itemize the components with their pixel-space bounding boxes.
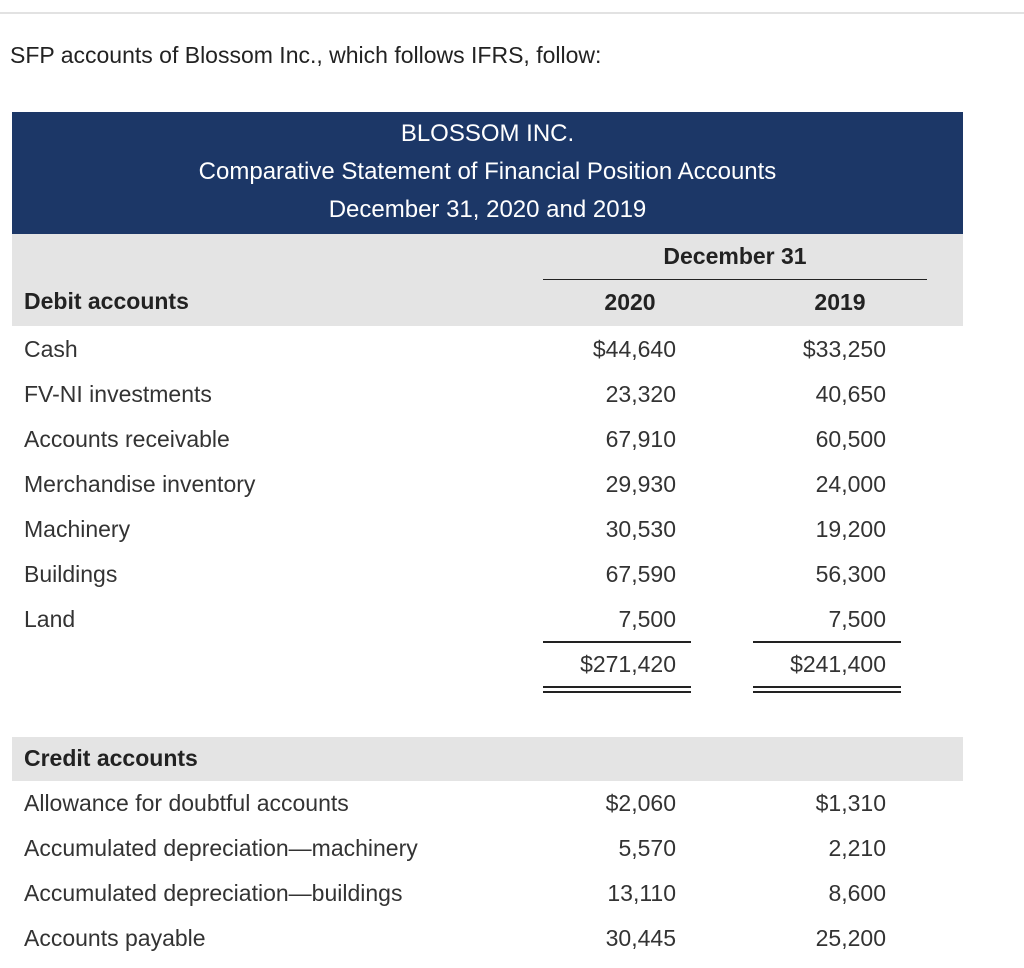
row-label: Accounts receivable (24, 426, 230, 452)
subtotal-rule-2019 (753, 641, 901, 643)
value-2019: 60,500 (815, 426, 886, 452)
total-double-rule-2020-a (543, 686, 691, 688)
value-2020: 67,910 (605, 426, 676, 452)
value-2020: 7,500 (618, 606, 676, 632)
total-double-rule-2019-a (753, 686, 901, 688)
value-2020: 23,320 (605, 381, 676, 407)
value-2020: 30,530 (605, 516, 676, 542)
top-divider (0, 12, 1024, 14)
row-label: Accounts payable (24, 925, 206, 951)
total-double-rule-2019-b (753, 691, 901, 693)
statement-period: December 31, 2020 and 2019 (328, 196, 647, 223)
value-2020: 29,930 (605, 471, 676, 497)
total-2019: $241,400 (790, 651, 886, 677)
company-name: BLOSSOM INC. (400, 120, 575, 147)
column-group-label: December 31 (663, 243, 807, 269)
value-2019: 8,600 (828, 880, 886, 906)
year-2019-header: 2019 (814, 289, 866, 315)
subtotal-rule-2020 (543, 641, 691, 643)
value-2020: $44,640 (592, 336, 676, 362)
row-label: Accumulated depreciation—machinery (24, 835, 418, 861)
intro-text: SFP accounts of Blossom Inc., which follows IFRS, follow: (10, 42, 602, 68)
value-2019: 7,500 (828, 606, 886, 632)
value-2019: 24,000 (815, 471, 886, 497)
statement-header (12, 112, 963, 234)
value-2019: 2,210 (828, 835, 886, 861)
year-2020-header: 2020 (604, 289, 656, 315)
statement-title: Comparative Statement of Financial Position Accounts (198, 158, 777, 185)
column-group-rule (543, 279, 927, 280)
value-2019: $1,310 (815, 790, 886, 816)
value-2019: 56,300 (815, 561, 886, 587)
value-2020: 30,445 (605, 925, 676, 951)
value-2019: $33,250 (802, 336, 886, 362)
value-2019: 40,650 (815, 381, 886, 407)
row-label: Accumulated depreciation—buildings (24, 880, 403, 906)
row-label: Land (24, 606, 76, 632)
value-2020: $2,060 (605, 790, 676, 816)
value-2020: 67,590 (605, 561, 676, 587)
value-2020: 5,570 (618, 835, 676, 861)
total-2020: $271,420 (580, 651, 676, 677)
value-2020: 13,110 (607, 880, 676, 906)
debit-section-title: Debit accounts (24, 288, 189, 314)
row-label: Cash (24, 336, 78, 362)
row-label: Machinery (24, 516, 131, 542)
row-label: Merchandise inventory (24, 471, 256, 497)
credit-section-title: Credit accounts (24, 745, 198, 771)
row-label: FV-NI investments (24, 381, 212, 407)
total-double-rule-2020-b (543, 691, 691, 693)
value-2019: 25,200 (815, 925, 886, 951)
row-label: Buildings (24, 561, 118, 587)
value-2019: 19,200 (815, 516, 886, 542)
row-label: Allowance for doubtful accounts (24, 790, 349, 816)
